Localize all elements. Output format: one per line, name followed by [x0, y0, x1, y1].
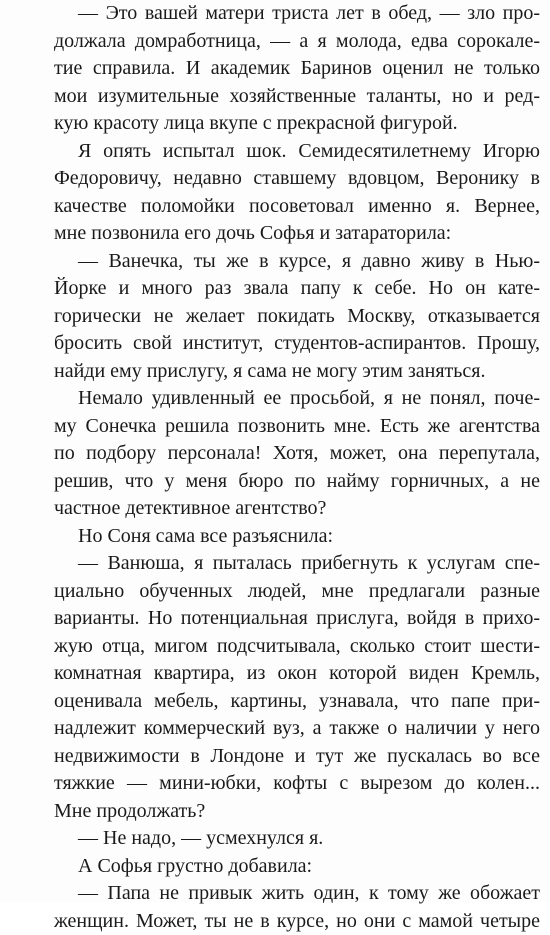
text-line: недвижимости в Лондоне и тут же пускалась во все [54, 743, 540, 771]
text-line: бросить свой институт, студентов-аспирантов. Прошу, [54, 330, 540, 358]
text-line: — Ванюша, я пыталась прибегнуть к услугам спе- [54, 550, 540, 578]
text-line: качестве поломойки посоветовал именно я. Вернее, [54, 193, 540, 221]
text-line: женщин. Может, ты не в курсе, но они с мамой четыре [54, 908, 540, 935]
text-line: тие справила. И академик Баринов оценил не только [54, 55, 540, 83]
text-line: — Не надо, — усмехнулся я. [54, 825, 540, 853]
text-line: Но Соня сама все разъяснила: [54, 523, 540, 551]
text-line: жую отца, мигом подсчитывала, сколько стоит шести- [54, 633, 540, 661]
text-line: Немало удивленный ее просьбой, я не понял, поче- [54, 385, 540, 413]
text-line: варианты. Но потенциальная прислуга, войдя в прихо- [54, 605, 540, 633]
text-line: надлежит коммерческий вуз, а также о наличии у него [54, 715, 540, 743]
text-line: мне позвонила его дочь Софья и затараторила: [54, 220, 540, 248]
text-line: найди ему прислугу, я сама не могу этим заняться. [54, 358, 540, 386]
text-line: решив, что у меня бюро по найму горничных, а не [54, 468, 540, 496]
text-line: тяжкие — мини-юбки, кофты с вырезом до колен... [54, 770, 540, 798]
text-line: мои изумительные хозяйственные таланты, но и ред- [54, 83, 540, 111]
text-line: Федоровичу, недавно ставшему вдовцом, Веронику в [54, 165, 540, 193]
text-line: по подбору персонала! Хотя, может, она перепутала, [54, 440, 540, 468]
text-line: комнатная квартира, из окон которой виден Кремль, [54, 660, 540, 688]
text-line: — Папа не привык жить один, к тому же обожает [54, 880, 540, 908]
text-line: должала домработница, — а я молода, едва сорокале- [54, 28, 540, 56]
text-line: Мне продолжать? [54, 798, 540, 826]
text-line: — Это вашей матери триста лет в обед, — зло про- [54, 0, 540, 28]
text-line: горически не желает покидать Москву, отказывается [54, 303, 540, 331]
text-line: Йорке и много раз звала папу к себе. Но он кате- [54, 275, 540, 303]
text-line: оценивала мебель, картины, узнавала, что папе при- [54, 688, 540, 716]
text-line: — Ванечка, ты же в курсе, я давно живу в Нью- [54, 248, 540, 276]
text-line: частное детективное агентство? [54, 495, 540, 523]
text-line: му Сонечка решила позвонить мне. Есть же агентства [54, 413, 540, 441]
text-line: А Софья грустно добавила: [54, 853, 540, 881]
text-line: Я опять испытал шок. Семидесятилетнему Игорю [54, 138, 540, 166]
text-line: циально обученных людей, мне предлагали разные [54, 578, 540, 606]
text-line: кую красоту лица вкупе с прекрасной фигурой. [54, 110, 540, 138]
body-text [54, 0, 540, 935]
